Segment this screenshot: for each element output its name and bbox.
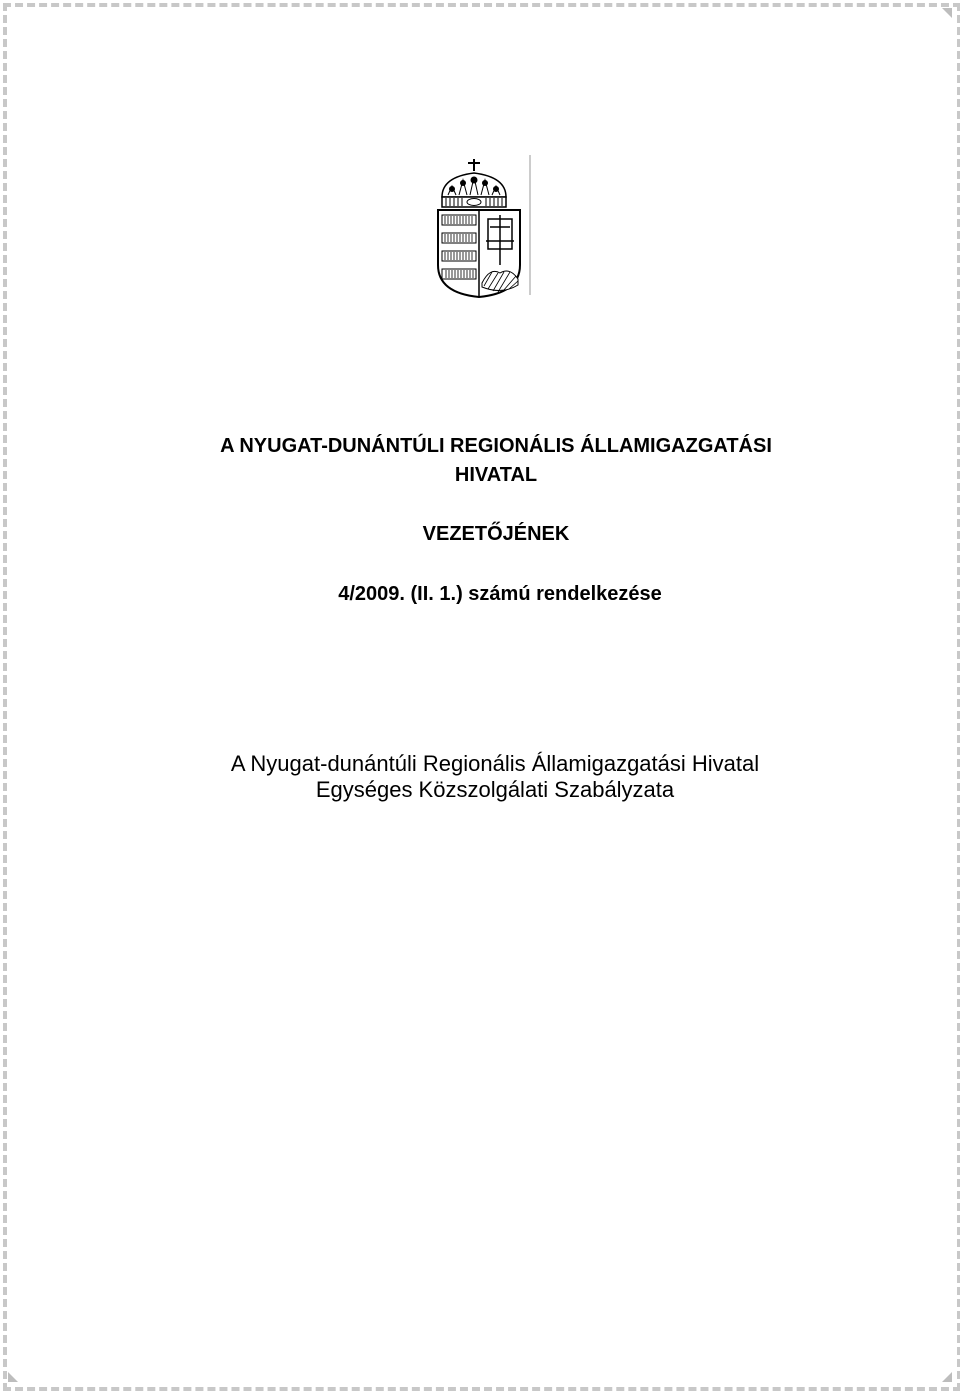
subject-line-2: Egységes Közszolgálati Szabályzata bbox=[315, 777, 675, 802]
heading-line-4: 4/2009. (II. 1.) számú rendelkezése bbox=[338, 583, 662, 605]
corner-mark-bottom-left bbox=[8, 1372, 18, 1382]
heading-line-3: VEZETŐJÉNEK bbox=[422, 523, 570, 545]
heading-line-1: A NYUGAT-DUNÁNTÚLI REGIONÁLIS ÁLLAMIGAZGATÁSI bbox=[220, 435, 772, 457]
subject-line-1: A Nyugat-dunántúli Regionális Államigazgatási Hivatal bbox=[230, 751, 760, 776]
corner-mark-bottom-right bbox=[942, 1372, 952, 1382]
corner-mark-top-right bbox=[942, 8, 952, 18]
coat-of-arms-icon bbox=[432, 155, 532, 300]
heading-line-2: HIVATAL bbox=[454, 464, 538, 486]
